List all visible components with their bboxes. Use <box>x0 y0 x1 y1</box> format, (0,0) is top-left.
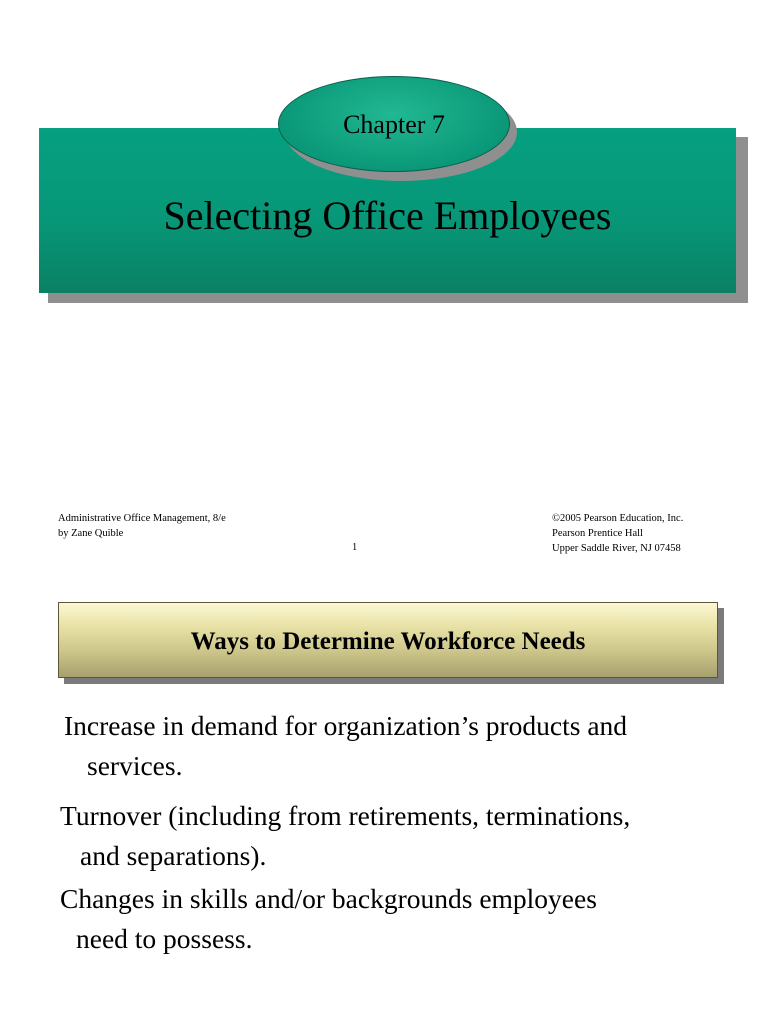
footer-publisher: Pearson Prentice Hall <box>552 528 643 539</box>
section-heading: Ways to Determine Workforce Needs <box>190 628 586 655</box>
bullet-2-line-1: Turnover (including from retirements, terminations, <box>60 800 631 831</box>
chapter-label: Chapter 7 <box>343 110 445 139</box>
footer-page-number: 1 <box>352 542 358 553</box>
footer-address: Upper Saddle River, NJ 07458 <box>552 543 681 554</box>
bullet-1-line-1: Increase in demand for organization’s products and <box>64 710 628 741</box>
bullet-2-line-2: and separations). <box>80 840 267 871</box>
bullet-1-line-2: services. <box>87 750 183 781</box>
footer-copyright: ©2005 Pearson Education, Inc. <box>552 513 684 524</box>
slide-title: Selecting Office Employees <box>163 193 612 238</box>
footer-author: by Zane Quible <box>58 528 124 539</box>
bullet-3-line-2: need to possess. <box>76 923 253 954</box>
footer-book-title: Administrative Office Management, 8/e <box>58 513 226 524</box>
bullet-3-line-1: Changes in skills and/or backgrounds employees <box>60 883 597 914</box>
